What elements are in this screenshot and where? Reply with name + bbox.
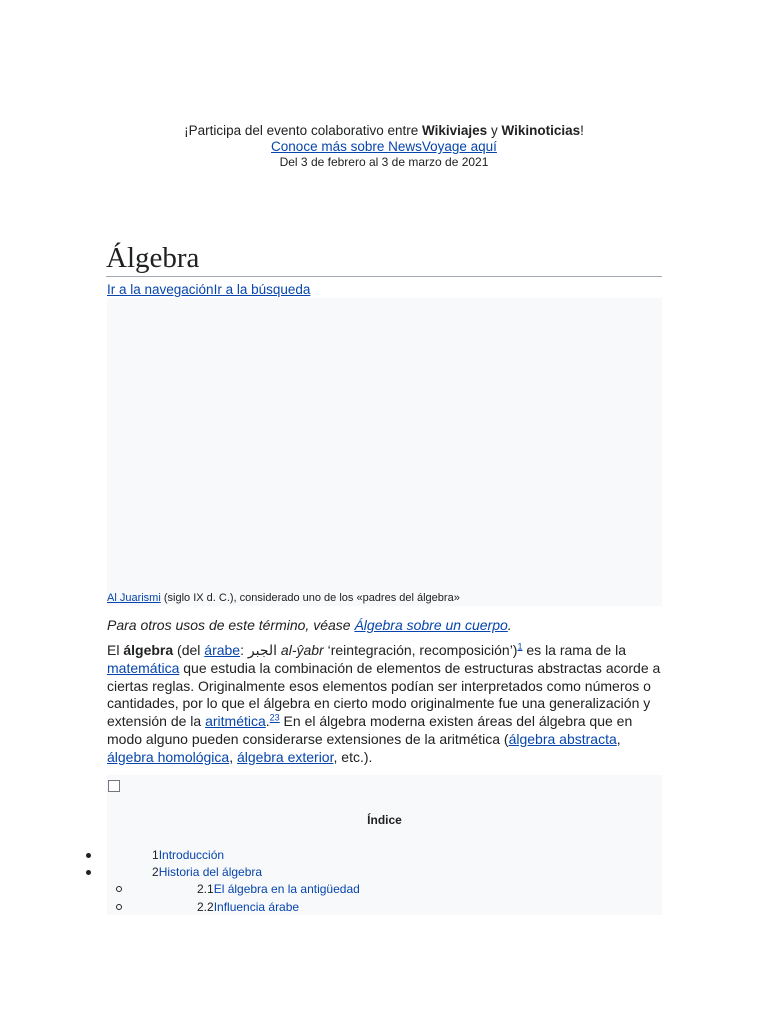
table-of-contents [107, 775, 662, 915]
hatnote: Para otros usos de este término, véase Álgebra sobre un cuerpo. [107, 617, 512, 633]
event-notice: ¡Participa del evento colaborativo entre Wikiviajes y Wikinoticias! [184, 123, 584, 138]
bullet-icon [86, 870, 91, 875]
circle-bullet-icon [116, 886, 122, 892]
jump-to-search-link[interactable]: Ir a la búsqueda [213, 282, 311, 297]
toc-item-influencia-arabe[interactable]: 2.2Influencia árabe [197, 900, 300, 914]
bullet-icon [86, 853, 91, 858]
algebra-sobre-un-cuerpo-link[interactable]: Álgebra sobre un cuerpo [354, 617, 508, 633]
toc-item-introduccion[interactable]: 1Introducción [152, 848, 225, 862]
toc-item-label[interactable]: Historia del álgebra [158, 865, 263, 879]
toc-item-historia[interactable]: 2Historia del álgebra [152, 865, 263, 879]
matematica-link[interactable]: matemática [107, 659, 180, 676]
intro-paragraph: El álgebra (del árabe: الجبر al-ŷabr ‘reintegración, recomposición’)$^1$ es la rama de la matemática que estudia la combinación de elementos de estructuras abstractas acorde a ciertas reglas. Originalmente esos elementos podían ser interpretados como números o cantidades, por lo que el álgebra en cierto modo originalmente fue una generalización y extensión de la aritmética.$^{23}$ En el álgebra moderna existen áreas del álgebra que en modo alguno pueden considerarse extensiones de la aritmética (álgebra abstracta, álgebra homológica, álgebra exterior, etc.). [107, 641, 661, 765]
transliteration: al-ŷabr [280, 642, 324, 658]
algebra-abstracta-link[interactable]: álgebra abstracta [508, 730, 617, 747]
wikiviajes-label: Wikiviajes [422, 123, 488, 138]
jump-links [107, 281, 310, 298]
event-dates: Del 3 de febrero al 3 de marzo de 2021 [279, 155, 489, 169]
toc-item-label[interactable]: Introducción [158, 848, 225, 862]
figure-image-placeholder [107, 298, 662, 606]
toc-item-antiguedad[interactable]: 2.1El álgebra en la antigüedad [197, 882, 360, 896]
site-notice-banner [0, 123, 768, 169]
jump-to-navigation-link[interactable]: Ir a la navegación [107, 282, 214, 297]
page-title: Álgebra [106, 240, 662, 277]
ref-1-link[interactable]: 1 [517, 641, 523, 652]
algebra-exterior-link[interactable]: álgebra exterior [236, 748, 334, 765]
algebra-homologica-link[interactable]: álgebra homológica [107, 748, 230, 765]
wikinoticias-label: Wikinoticias [501, 123, 581, 138]
toc-title: Índice [367, 813, 402, 827]
toc-toggle-checkbox[interactable] [108, 780, 120, 792]
toc-item-label[interactable]: El álgebra en la antigüedad [213, 882, 360, 896]
arabe-link[interactable]: árabe [204, 642, 241, 658]
figure-caption: Al Juarismi (siglo IX d. C.), considerado uno de los «padres del álgebra» [107, 592, 460, 604]
newsvoyage-link[interactable]: Conoce más sobre NewsVoyage aquí [271, 139, 497, 154]
aritmetica-link[interactable]: aritmética [205, 713, 266, 730]
circle-bullet-icon [116, 904, 122, 910]
term-bold: álgebra [123, 642, 174, 658]
ref-23-link[interactable]: 23 [269, 712, 280, 723]
al-juarismi-link[interactable]: Al Juarismi [107, 592, 161, 604]
toc-item-label[interactable]: Influencia árabe [213, 900, 300, 914]
